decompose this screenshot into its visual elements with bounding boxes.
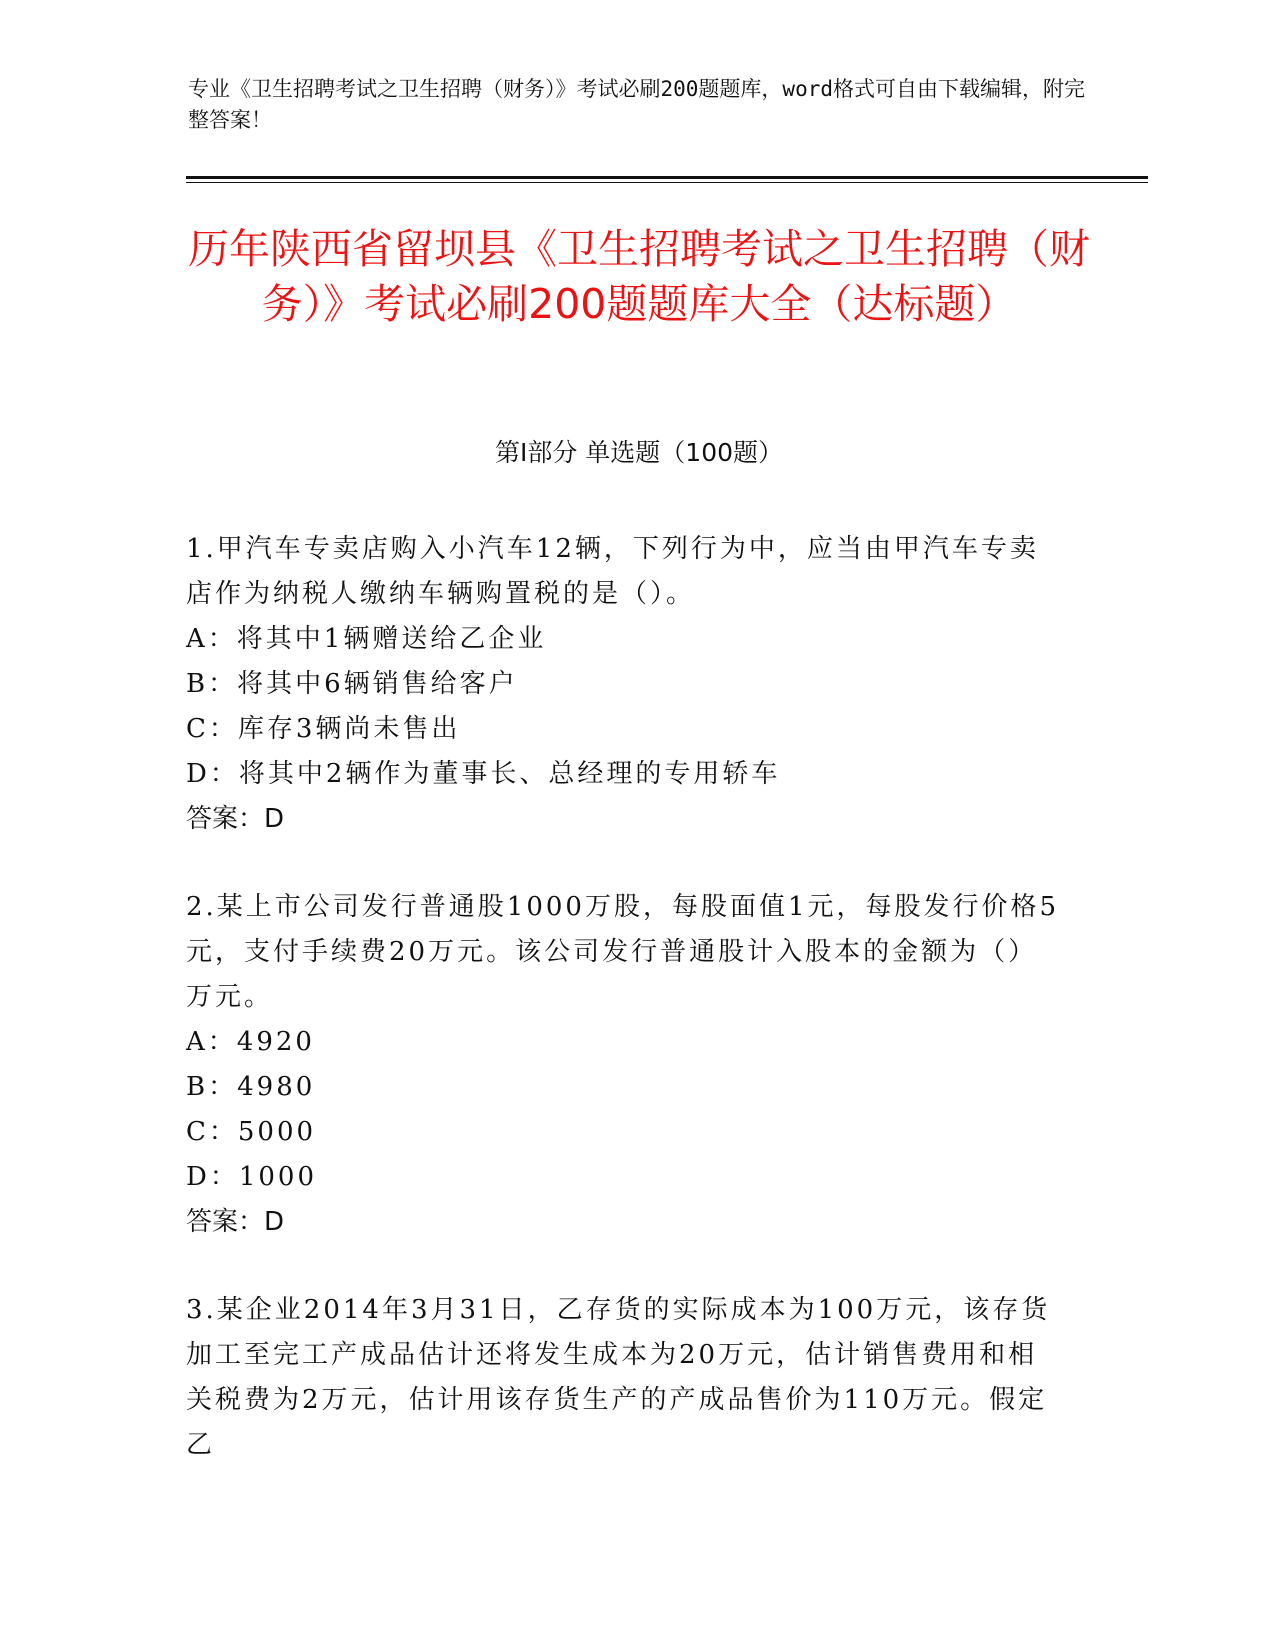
section-title: 第Ⅰ部分 单选题（100题）	[494, 438, 784, 467]
header-divider-thin	[186, 182, 1148, 183]
option-a: A：将其中1辆赠送给乙企业	[186, 624, 547, 654]
question-text: 3.某企业2014年3月31日，乙存货的实际成本为100万元，该存货加工至完工产成品估计还将发生成本为20万元，估计销售费用和相关税费为2万元，估计用该存货生产的产成品售价为110万元。假定乙	[186, 1295, 1051, 1460]
option-a: A：4920	[186, 1027, 315, 1057]
option-c: C：5000	[186, 1117, 317, 1147]
question-3	[186, 1288, 1066, 1468]
option-d: D：1000	[186, 1162, 318, 1192]
header-divider-thick	[186, 176, 1148, 179]
header-note: 专业《卫生招聘考试之卫生招聘（财务）》考试必刷200题题库，word格式可自由下载编辑，附完整答案！	[188, 77, 1085, 132]
answer: 答案：D	[186, 804, 285, 834]
question-text: 1.甲汽车专卖店购入小汽车12辆，下列行为中，应当由甲汽车专卖店作为纳税人缴纳车辆购置税的是（）。	[186, 534, 1039, 609]
document-title: 历年陕西省留坝县《卫生招聘考试之卫生招聘（财务）》考试必刷200题题库大全（达标题）	[188, 225, 1090, 328]
option-c: C：库存3辆尚未售出	[186, 714, 461, 744]
question-2	[186, 885, 1066, 1245]
option-b: B：将其中6辆销售给客户	[186, 669, 518, 699]
option-b: B：4980	[186, 1072, 316, 1102]
question-1	[186, 527, 1066, 842]
answer: 答案：D	[186, 1207, 285, 1237]
option-d: D：将其中2辆作为董事长、总经理的专用轿车	[186, 759, 781, 789]
question-text: 2.某上市公司发行普通股1000万股，每股面值1元，每股发行价格5元，支付手续费20万元。该公司发行普通股计入股本的金额为（）万元。	[186, 892, 1060, 1012]
question-list	[186, 527, 1066, 1511]
